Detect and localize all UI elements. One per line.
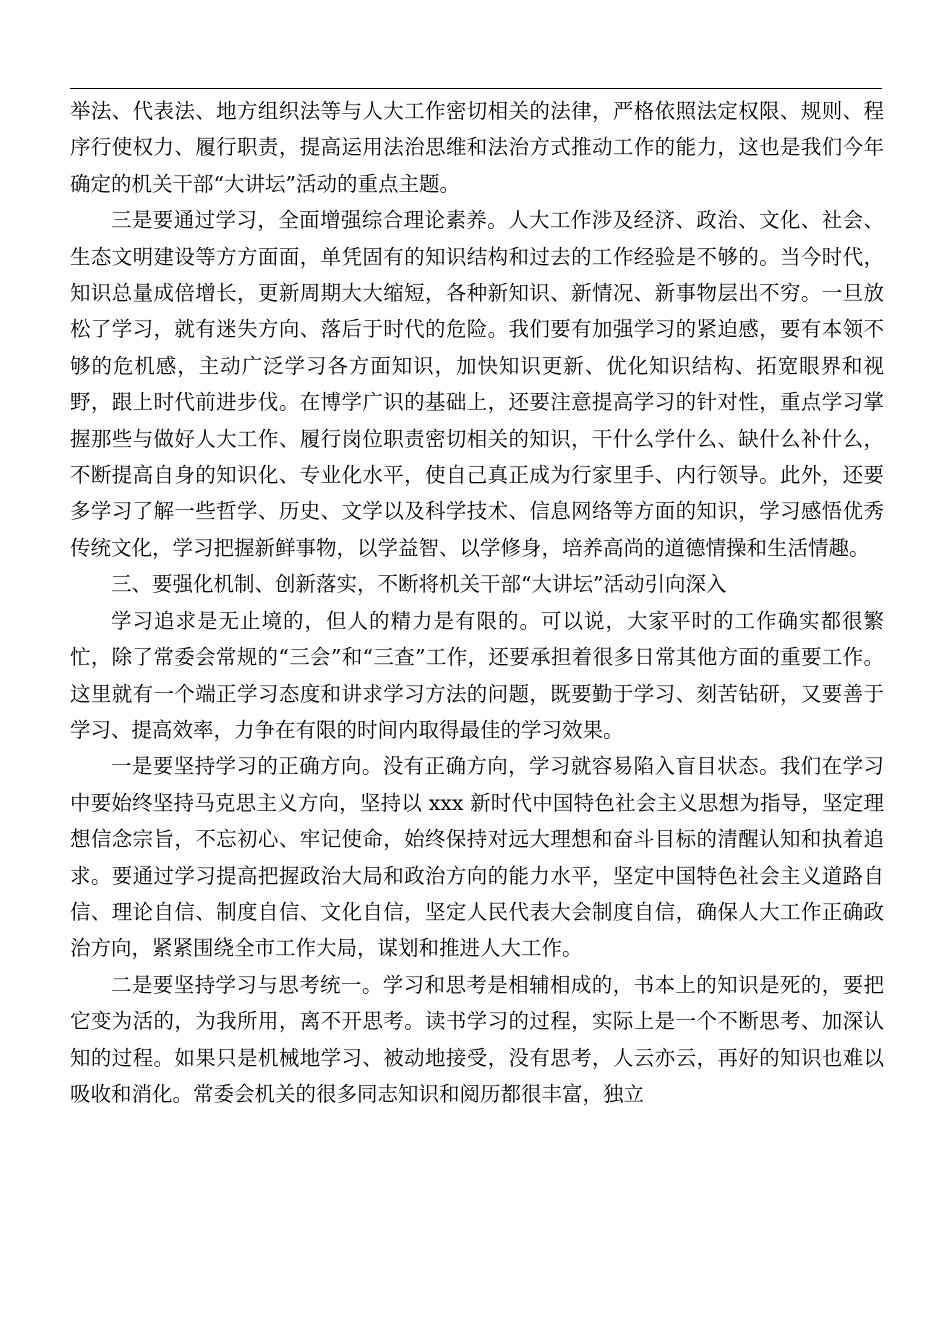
header-rule xyxy=(70,88,882,89)
paragraph-theory-literacy: 三是要通过学习，全面增强综合理论素养。人大工作涉及经济、政治、文化、社会、生态文明建设等方方面面，单凭固有的知识结构和过去的工作经验是不够的。当今时代，知识总量成倍增长，更新周期大大缩短，各种新知识、新情况、新事物层出不穷。一旦放松了学习，就有迷失方向、落后于时代的危险。我们要有加强学习的紧迫感，要有本领不够的危机感，主动广泛学习各方面知识，加快知识更新、优化知识结构、拓宽眼界和视野，跟上时代前进步伐。在博学广识的基础上，还要注意提高学习的针对性，重点学习掌握那些与做好人大工作、履行岗位职责密切相关的知识，干什么学什么、缺什么补什么，不断提高自身的知识化、专业化水平，使自己真正成为行家里手、内行领导。此外，还要多学习了解一些哲学、历史、文学以及科学技术、信息网络等方面的知识，学习感悟优秀传统文化，学习把握新鲜事物，以学益智、以学修身，培养高尚的道德情操和生活情趣。 xyxy=(70,208,884,560)
paragraph-law-continuation: 举法、代表法、地方组织法等与人大工作密切相关的法律，严格依照法定权限、规则、程序行使权力、履行职责，提高运用法治思维和法治方式推动工作的能力，这也是我们今年确定的机关干部“大讲坛”活动的重点主题。 xyxy=(70,99,884,196)
paragraph-study-and-thinking: 二是要坚持学习与思考统一。学习和思考是相辅相成的，书本上的知识是死的，要把它变为活的，为我所用，离不开思考。读书学习的过程，实际上是一个不断思考、加深认知的过程。如果只是机械地学习、被动地接受，没有思考，人云亦云，再好的知识也难以吸收和消化。常委会机关的很多同志知识和阅历都很丰富，独立 xyxy=(70,972,884,1106)
section-heading-three: 三、要强化机制、创新落实，不断将机关干部“大讲坛”活动引向深入 xyxy=(111,572,727,597)
document-body xyxy=(70,93,884,1112)
paragraph-correct-direction: 一是要坚持学习的正确方向。没有正确方向，学习就容易陷入盲目状态。我们在学习中要始终坚持马克思主义方向，坚持以 xxx 新时代中国特色社会主义思想为指导，坚定理想信念宗旨，不忘初心、牢记使命，始终保持对远大理想和奋斗目标的清醒认知和执着追求。要通过学习提高把握政治大局和政治方向的能力水平，坚定中国特色社会主义道路自信、理论自信、制度自信、文化自信，坚定人民代表大会制度自信，确保人大工作正确政治方向，紧紧围绕全市工作大局，谋划和推进人大工作。 xyxy=(70,754,884,961)
paragraph-study-method: 学习追求是无止境的，但人的精力是有限的。可以说，大家平时的工作确实都很繁忙，除了常委会常规的“三会”和“三查”工作，还要承担着很多日常其他方面的重要工作。这里就有一个端正学习态度和讲求学习方法的问题，既要勤于学习、刻苦钻研，又要善于学习、提高效率，力争在有限的时间内取得最佳的学习效果。 xyxy=(70,608,884,742)
